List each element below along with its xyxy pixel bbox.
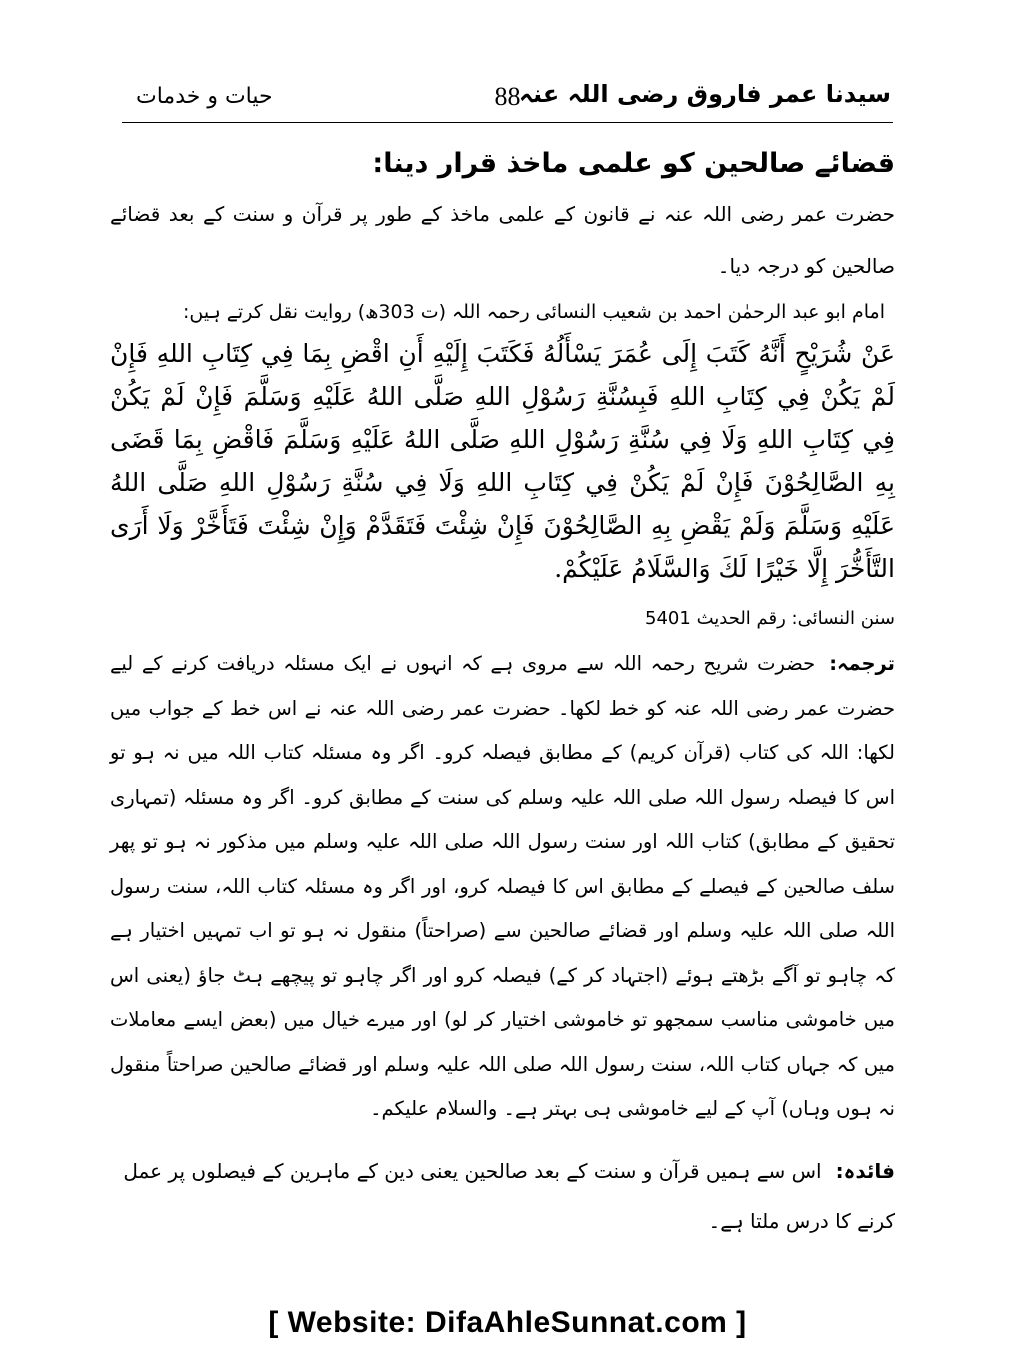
narrator-line: امام ابو عبد الرحمٰن احمد بن شعیب النسائی رحمہ اللہ (ت 303ھ) روایت نقل کرتے ہیں:	[183, 301, 885, 323]
page-content	[110, 140, 895, 1246]
translation-paragraph	[110, 642, 895, 1132]
section-title: حیات و خدمات	[136, 84, 273, 109]
book-title: سیدنا عمر فاروق رضی اللہ عنہ	[518, 80, 891, 108]
benefit-text: اس سے ہمیں قرآن و سنت کے بعد صالحین یعنی دین کے ماہرین کے فیصلوں پر عمل کرنے کا درس ملتا ہے۔	[123, 1158, 895, 1233]
benefit-label: فائدہ:	[835, 1158, 895, 1183]
header-rule	[122, 122, 893, 123]
page-header	[122, 78, 893, 122]
translation-label: ترجمہ:	[829, 652, 895, 675]
hadith-reference: سنن النسائی: رقم الحدیث 5401	[645, 608, 895, 629]
translation-text: حضرت شریح رحمہ اللہ سے مروی ہے کہ انہوں نے ایک مسئلہ دریافت کرنے کے لیے حضرت عمر رضی اللہ عنہ کو خط لکھا۔ حضرت عمر رضی اللہ عنہ نے اس خط کے جواب میں لکھا: اللہ کی کتاب (قرآن کریم) کے مطابق فیصلہ کرو۔ اگر وہ مسئلہ کتاب اللہ میں نہ ہو تو اس کا فیصلہ رسول اللہ صلی اللہ علیہ وسلم کی سنت کے مطابق کرو۔ اگر وہ مسئلہ (تمہاری تحقیق کے مطابق) کتاب اللہ اور سنت رسول اللہ صلی اللہ علیہ وسلم میں مذکور نہ ہو تو پھر سلف صالحین کے فیصلے کے مطابق اس کا فیصلہ کرو، اور اگر وہ مسئلہ کتاب اللہ، سنت رسول اللہ صلی اللہ علیہ وسلم اور قضائے صالحین سے (صراحتاً) منقول نہ ہو تو اب تمہیں اختیار ہے کہ چاہو تو آگے بڑھتے ہوئے (اجتہاد کر کے) فیصلہ کرو اور اگر چاہو تو پیچھے ہٹ جاؤ (یعنی اس میں خاموشی مناسب سمجھو تو خاموشی اختیار کر لو) اور میرے خیال میں (بعض ایسے معاملات میں کہ جہاں کتاب اللہ، سنت رسول اللہ صلی اللہ علیہ وسلم اور قضائے صالحین صراحتاً منقول نہ ہوں وہاں) آپ کے لیے خاموشی ہی بہتر ہے۔ والسلام علیکم۔	[110, 652, 895, 1120]
intro-paragraph: حضرت عمر رضی اللہ عنہ نے قانون کے علمی ماخذ کے طور پر قرآن و سنت کے بعد قضائے صالحین کو درجہ دیا۔	[110, 202, 895, 278]
page-number: 88	[494, 82, 521, 111]
benefit-paragraph	[110, 1146, 895, 1246]
website-footer: [ Website: DifaAhleSunnat.com ]	[268, 1306, 747, 1339]
section-heading: قضائے صالحین کو علمی ماخذ قرار دینا:	[372, 148, 895, 179]
arabic-hadith: عَنْ شُرَيْحٍ أَنَّهُ كَتَبَ إِلَى عُمَرَ يَسْأَلُهُ فَكَتَبَ إِلَيْهِ أَنِ اقْضِ بِمَا فِي كِتَابِ اللهِ فَإِنْ لَمْ يَكُنْ فِي كِتَابِ اللهِ فَبِسُنَّةِ رَسُوْلِ اللهِ صَلَّى اللهُ عَلَيْهِ وَسَلَّمَ فَإِنْ لَمْ يَكُنْ فِي كِتَابِ اللهِ وَلَا فِي سُنَّةِ رَسُوْلِ اللهِ صَلَّى اللهُ عَلَيْهِ وَسَلَّمَ فَاقْضِ بِمَا قَضَى بِهِ الصَّالِحُوْنَ فَإِنْ لَمْ يَكُنْ فِي كِتَابِ اللهِ وَلَا فِي سُنَّةِ رَسُوْلِ اللهِ صَلَّى اللهُ عَلَيْهِ وَسَلَّمَ وَلَمْ يَقْضِ بِهِ الصَّالِحُوْنَ فَإِنْ شِئْتَ فَتَقَدَّمْ وَإِنْ شِئْتَ فَتَأَخَّرْ وَلَا أَرَى التَّأَخُّرَ إِلَّا خَيْرًا لَكَ وَالسَّلَامُ عَلَيْكُمْ.	[110, 339, 895, 583]
